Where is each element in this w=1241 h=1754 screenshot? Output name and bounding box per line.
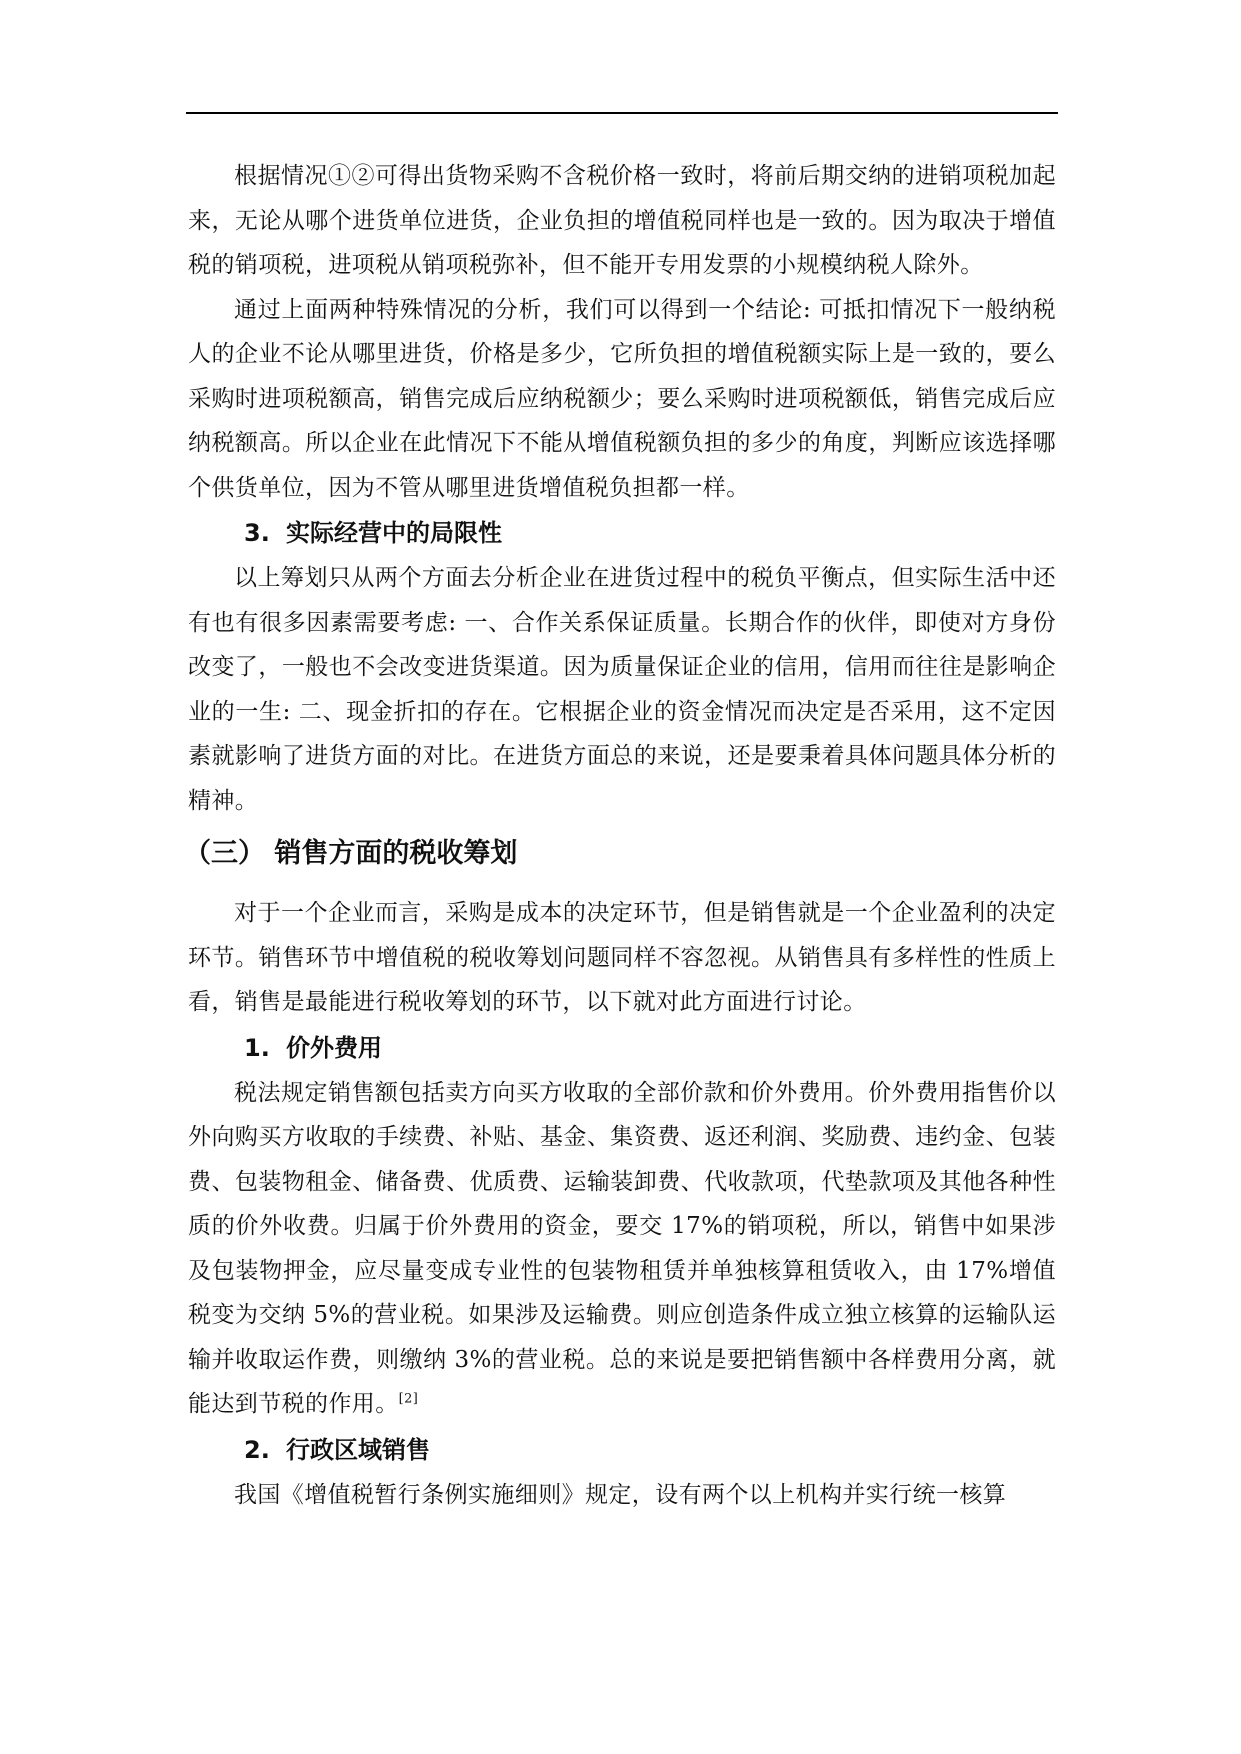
paragraph (188, 1071, 1056, 1427)
subheading-text: 价外费用 (286, 1033, 382, 1062)
header-rule (186, 112, 1058, 114)
section-heading-sales: （三） 销售方面的税收筹划 (184, 838, 518, 869)
subheading-regional-sales (188, 1427, 1056, 1473)
subheading-number: 2. (244, 1435, 270, 1464)
paragraph: 通过上面两种特殊情况的分析，我们可以得到一个结论: 可抵扣情况下一般纳税人的企业不论从哪里进货，价格是多少，它所负担的增值税额实际上是一致的，要么采购时进项税额高，销售完成后应纳税额少；要么采购时进项税额低，销售完成后应纳税额高。所以企业在此情况下不能从增值税额负担的多少的角度，判断应该选择哪个供货单位，因为不管从哪里进货增值税负担都一样。 (188, 296, 1056, 501)
paragraph: 对于一个企业而言，采购是成本的决定环节，但是销售就是一个企业盈利的决定环节。销售环节中增值税的税收筹划问题同样不容忽视。从销售具有多样性的性质上看，销售是最能进行税收筹划的环节，以下就对此方面进行讨论。 (188, 900, 1056, 1015)
citation-ref: [2] (398, 1391, 419, 1407)
subheading-number: 1. (244, 1033, 270, 1062)
subheading-limitations (188, 510, 1056, 556)
subheading-extra-fees (188, 1025, 1056, 1071)
paragraph: 根据情况①②可得出货物采购不含税价格一致时，将前后期交纳的进销项税加起来，无论从哪个进货单位进货，企业负担的增值税同样也是一致的。因为取决于增值税的销项税，进项税从销项税弥补，但不能开专用发票的小规模纳税人除外。 (188, 163, 1056, 278)
subheading-text: 实际经营中的局限性 (286, 519, 502, 547)
paragraph: 以上筹划只从两个方面去分析企业在进货过程中的税负平衡点，但实际生活中还有也有很多因素需要考虑: 一、合作关系保证质量。长期合作的伙伴，即使对方身份改变了，一般也不会改变进货渠道。因为质量保证企业的信用，信用而往往是影响企业的一生: 二、现金折扣的存在。它根据企业的资金情况而决定是否采用，这不定因素就影响了进货方面的对比。在进货方面总的来说，还是要秉着具体问题具体分析的精神。 (188, 565, 1056, 814)
subheading-text: 行政区域销售 (286, 1435, 430, 1464)
page-content (184, 154, 1056, 1517)
subheading-number: 3. (244, 519, 270, 547)
paragraph-text: 税法规定销售额包括卖方向买方收取的全部价款和价外费用。价外费用指售价以外向购买方收取的手续费、补贴、基金、集资费、返还利润、奖励费、违约金、包装费、包装物租金、储备费、优质费、运输装卸费、代收款项，代垫款项及其他各种性质的价外收费。归属于价外费用的资金，要交 17%的销项税，所以，销售中如果涉及包装物押金，应尽量变成专业性的包装物租赁并单独核算租赁收入，由 17%增值税变为交纳 5%的营业税。如果涉及运输费。则应创造条件成立独立核算的运输队运输并收取运作费，则缴纳 3%的营业税。总的来说是要把销售额中各样费用分离，就能达到节税的作用。 (188, 1079, 1056, 1417)
paragraph: 我国《增值税暂行条例实施细则》规定，设有两个以上机构并实行统一核算 (234, 1481, 1007, 1508)
